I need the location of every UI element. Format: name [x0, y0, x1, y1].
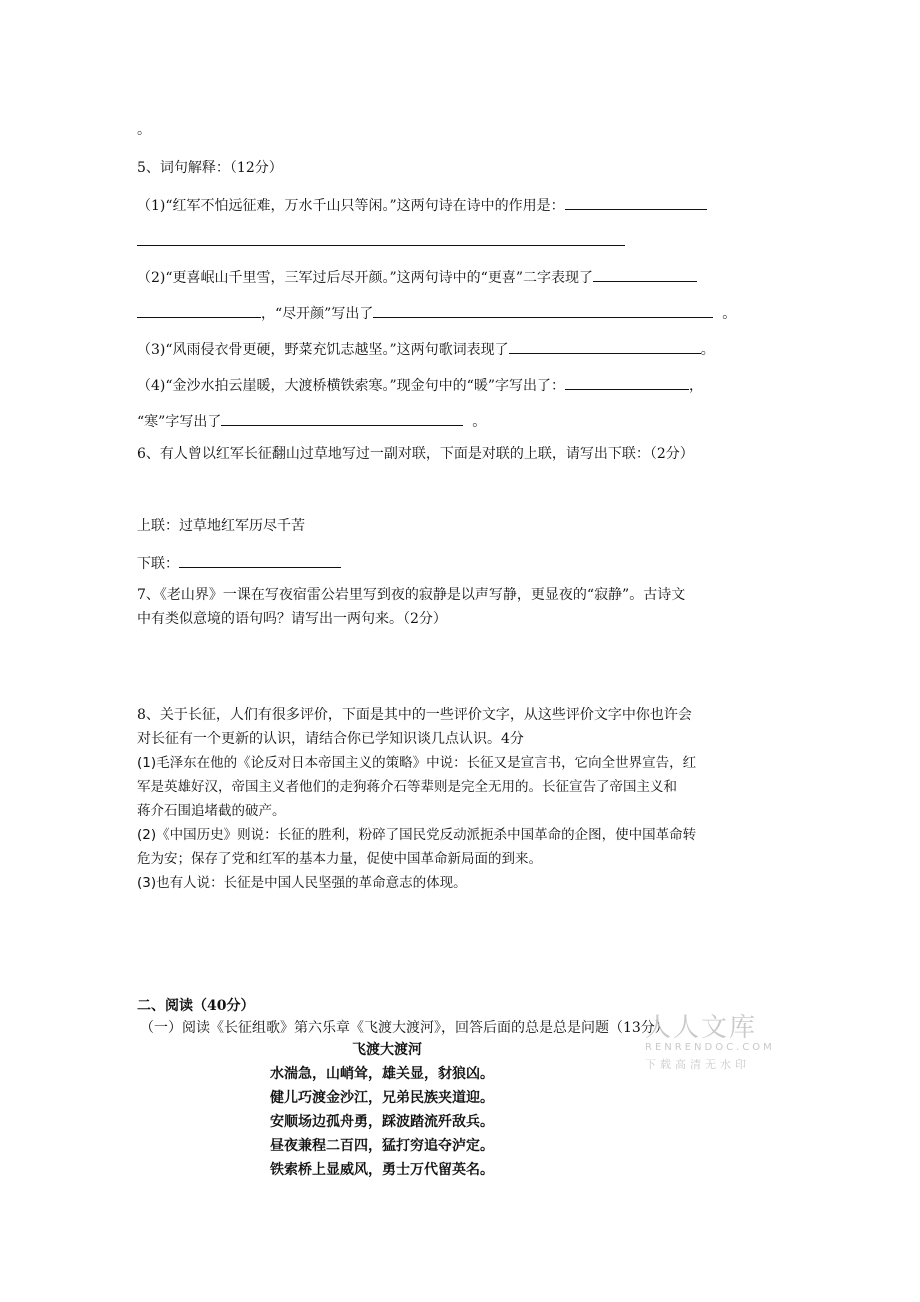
q5-part2-end: 。 — [722, 306, 737, 322]
q5-part1-blank[interactable] — [565, 194, 707, 210]
reading-section-header: 二、阅读（40分） — [137, 998, 255, 1014]
q5-part3-blank[interactable] — [509, 338, 701, 354]
q8-quote-2-line-2: 危为安；保存了党和红军的基本力量，促使中国革命新局面的到来。 — [137, 851, 542, 867]
poem-title: 飞渡大渡河 — [352, 1042, 422, 1058]
q5-part1-text: （1)“红军不怕远征难，万水千山只等闲。”这两句诗在诗中的作用是： — [137, 198, 565, 214]
q6-lower-couplet — [137, 552, 341, 574]
q5-part4-blank-b[interactable] — [221, 410, 463, 426]
q5-part4-text: （4)“金沙水拍云崖暖，大渡桥横铁索寒。”现金句中的“暖”字写出了： — [137, 378, 565, 394]
q7-line-2: 中有类似意境的语句吗？请写出一两句来。（2分） — [137, 611, 447, 627]
q5-part2-text: （2)“更喜岷山千里雪，三军过后尽开颜。”这两句诗中的“更喜”二字表现了 — [137, 270, 593, 286]
q8-line-2: 对长征有一个更新的认识，请结合你已学知识谈几点认识。4分 — [137, 731, 524, 747]
q5-part4-comma: ， — [689, 378, 703, 394]
q8-quote-3-line-1: (3)也有人说：长征是中国人民坚强的革命意志的体现。 — [137, 875, 467, 891]
q5-part2-blank-c[interactable] — [373, 302, 713, 318]
q5-part2-text-b: ，“尽开颜”写出了 — [261, 306, 374, 322]
poem-line-3: 安顺场边孤舟勇，踩波踏流歼敌兵。 — [270, 1114, 494, 1130]
q5-part4-blank-a[interactable] — [565, 374, 689, 390]
q5-part3 — [137, 338, 715, 360]
q6-upper-couplet: 上联：过草地红军历尽千苦 — [137, 518, 305, 534]
q7-line-1: 7、《老山界》一课在写夜宿雷公岩里写到夜的寂静是以声写静，更显夜的“寂静”。古诗文 — [137, 587, 686, 603]
q5-part4-line2 — [137, 410, 486, 432]
q5-part4-end: 。 — [472, 414, 487, 430]
q5-title: 5、词句解释：（12分） — [137, 160, 283, 176]
poem-line-5: 铁索桥上显威风，勇士万代留英名。 — [270, 1162, 494, 1178]
q5-part1-blank-2[interactable] — [137, 230, 625, 246]
q8-quote-1-line-3: 蒋介石围追堵截的破产。 — [137, 803, 286, 819]
watermark — [645, 1014, 775, 1072]
q5-part3-text: （3)“风雨侵衣骨更硬，野菜充饥志越坚。”这两句歌词表现了 — [137, 342, 509, 358]
q5-part2 — [137, 266, 697, 288]
q5-part4 — [137, 374, 703, 396]
watermark-domain: RENRENDOC.COM — [645, 1042, 775, 1053]
q5-part2-blank-b[interactable] — [137, 302, 261, 318]
q6-lower-label: 下联： — [137, 556, 179, 572]
q8-quote-1-line-2: 军是英雄好汉，帝国主义者他们的走狗蒋介石等辈则是完全无用的。长征宣告了帝国主义和 — [137, 779, 677, 795]
poem-line-1: 水湍急，山峭耸，雄关显，豺狼凶。 — [270, 1066, 494, 1082]
top-mark: 。 — [137, 122, 151, 138]
watermark-brand: 人人文库 — [645, 1013, 758, 1043]
q8-quote-1-line-1: (1)毛泽东在他的《论反对日本帝国主义的策略》中说：长征又是宣言书，它向全世界宣告，红 — [137, 755, 697, 771]
q5-part1 — [137, 194, 707, 216]
q8-line-1: 8、关于长征，人们有很多评价，下面是其中的一些评价文字，从这些评价文字中你也许会 — [137, 707, 692, 723]
poem-line-4: 昼夜兼程二百四，猛打穷追夺泸定。 — [270, 1138, 494, 1154]
q6-title: 6、有人曾以红军长征翻山过草地写过一副对联，下面是对联的上联，请写出下联：（2分） — [137, 446, 694, 462]
q5-part4-text-b: “寒”字写出了 — [137, 414, 222, 430]
q5-part1-line2 — [137, 230, 625, 252]
q6-lower-blank[interactable] — [179, 552, 341, 568]
poem-line-2: 健儿巧渡金沙江，兄弟民族夹道迎。 — [270, 1090, 494, 1106]
q5-part2-blank-a[interactable] — [593, 266, 697, 282]
reading-intro: （一）阅读《长征组歌》第六乐章《飞渡大渡河》，回答后面的总是总是问题（13分） — [140, 1020, 669, 1036]
q5-part3-end: 。 — [700, 342, 715, 358]
q8-quote-2-line-1: (2)《中国历史》则说：长征的胜利，粉碎了国民党反动派扼杀中国革命的企图，使中国革命转 — [137, 827, 697, 843]
watermark-slogan: 下载高清无水印 — [645, 1058, 750, 1071]
q5-part2-line2 — [137, 302, 736, 324]
